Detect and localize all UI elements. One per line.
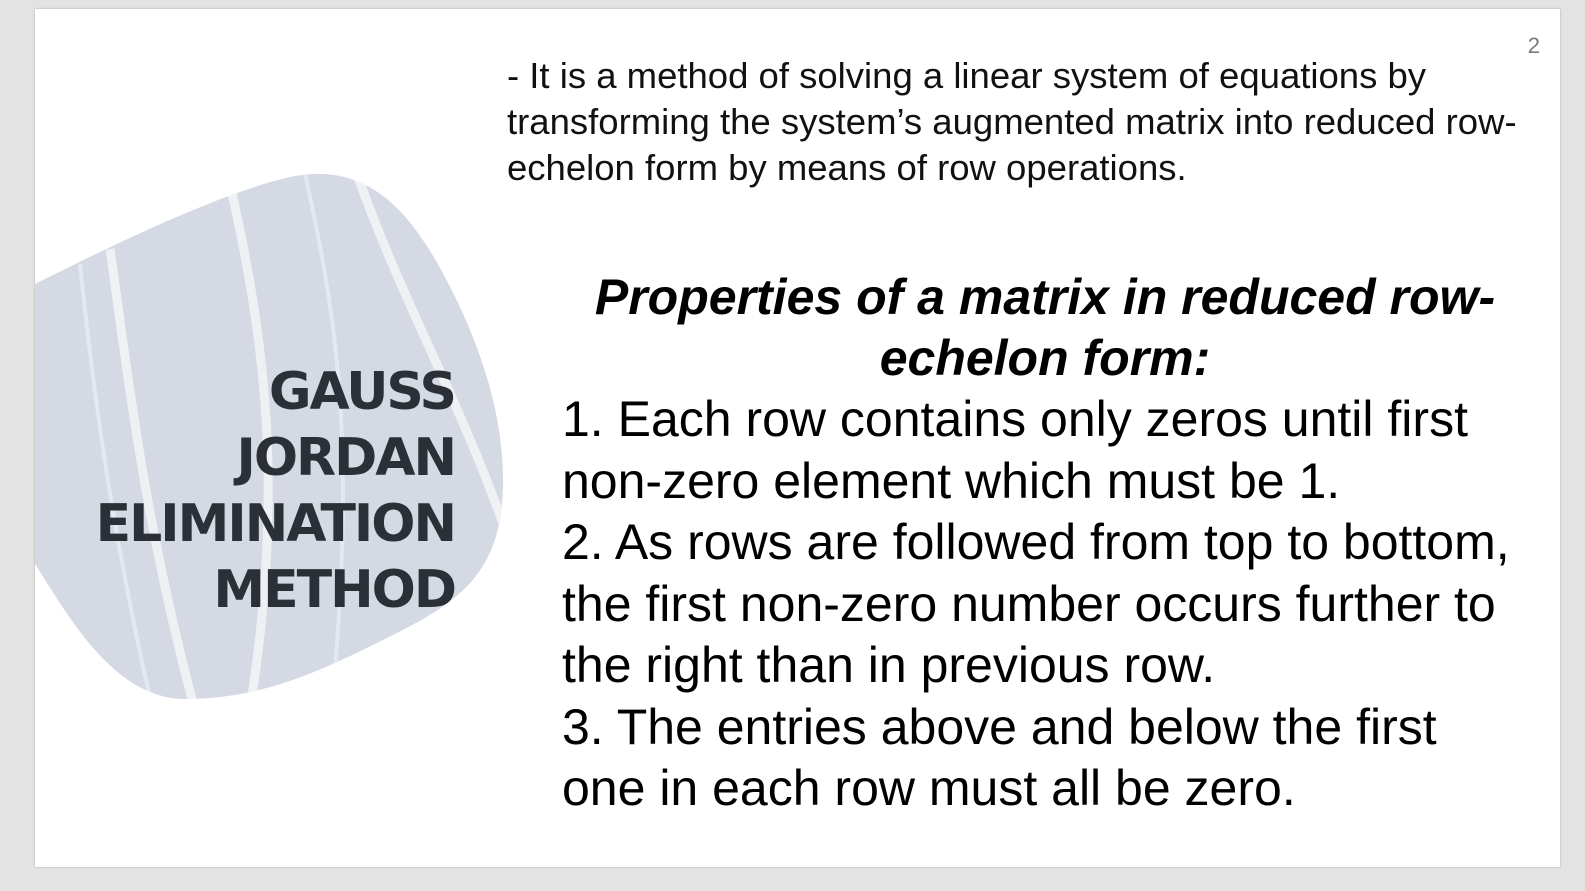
title-line: GAUSS [268,362,455,422]
slide [35,9,1560,867]
intro-paragraph: - It is a method of solving a linear system of equations by transforming the system’s augmented matrix into reduced row-echelon form by means of row operations. [507,55,1517,188]
properties-heading: Properties of a matrix in reduced row-echelon form: [594,269,1496,386]
list-item: 3. The entries above and below the first one in each row must all be zero. [562,698,1437,816]
title-line: JORDAN [236,428,455,488]
slide-title [75,359,455,623]
list-item: 2. As rows are followed from top to bottom, the first non-zero number occurs further to the right than in previous row. [562,514,1510,693]
title-line: METHOD [213,560,455,620]
slide-number: 2 [1527,33,1540,58]
properties-list [562,389,1522,820]
list-item: 1. Each row contains only zeros until first non-zero element which must be 1. [562,391,1468,509]
title-line: ELIMINATION [95,494,455,554]
